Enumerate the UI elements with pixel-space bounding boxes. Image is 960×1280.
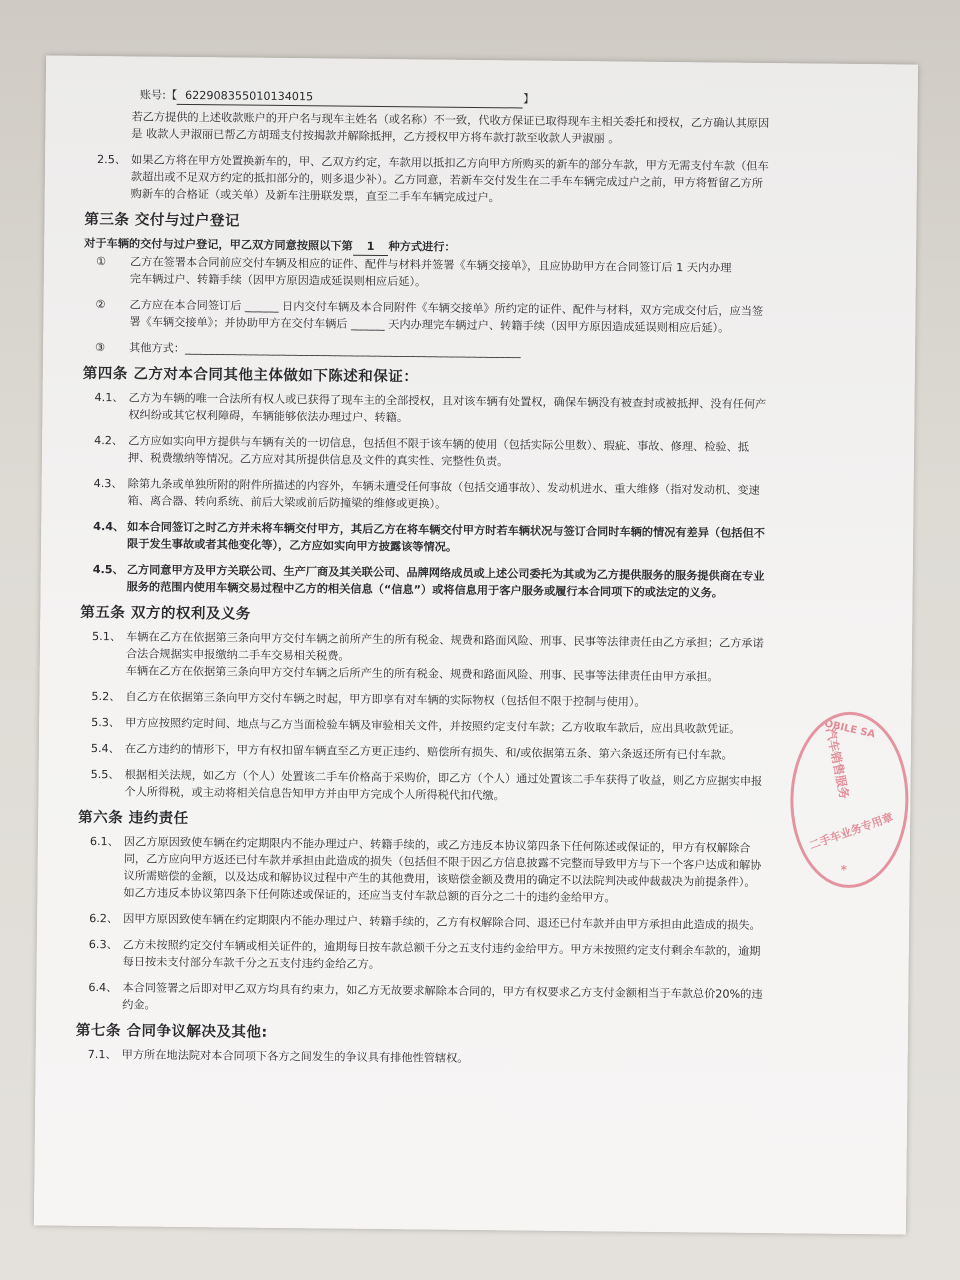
clause-number: 5.2、 bbox=[91, 689, 121, 704]
clause-item bbox=[79, 688, 859, 713]
clause-item bbox=[81, 518, 861, 560]
clause-2-5 bbox=[85, 151, 865, 210]
account-end: 】 bbox=[523, 92, 535, 106]
clause-line: 个人所得税，或主动将相关信息告知甲方并由甲方完成个人所得税代扣代缴。 bbox=[124, 785, 505, 803]
section-3-title: 第三条 交付与过户登记 bbox=[84, 211, 241, 230]
section-7-title: 第七条 合同争议解决及其他: bbox=[75, 1022, 268, 1041]
seal-text: 汽车销售服务 bbox=[823, 726, 852, 801]
clause-line: 车辆在乙方在依据第三条向甲方交付车辆之后所产生的所有税金、规费和路面风险、刑事、民事等法律责任由甲方承担。 bbox=[125, 664, 719, 684]
seal-star: * bbox=[840, 862, 848, 877]
clause-number: 4.2、 bbox=[94, 433, 124, 448]
clause-line: 如本合同签订之时乙方并未将车辆交付甲方，其后乙方在将车辆交付甲方时若车辆状况与签订合同时车辆的情况有差异（包括但不 bbox=[127, 520, 765, 541]
clause-number: 4.3、 bbox=[93, 476, 123, 491]
clause-line: 约金。 bbox=[122, 998, 156, 1012]
clause-line: 议所需赔偿的金额，以及达成和解协议过程中产生的其他费用，该赔偿金额及费用的确定不以法院判决或仲裁裁决为前提条件）。 bbox=[123, 869, 756, 889]
clause-line: 押、税费缴纳等情况。乙方应对其所提供信息及文件的真实性、完整性负责。 bbox=[127, 451, 509, 469]
clause-line: 署《车辆交接单》；并协助甲方在交付车辆后 ______ 天内办理完车辆过户、转籍手续（因甲方原因造成延误则相应后延）。 bbox=[129, 315, 730, 335]
account-label: 账号:【 bbox=[139, 88, 178, 102]
lead-pre: 对于车辆的交付与过户登记，甲乙双方同意按照以下第 bbox=[84, 236, 353, 253]
clause-line: 在乙方违约的情形下，甲方有权扣留车辆直至乙方更正违约、赔偿所有损失、和/或依据第五条、第六条返还所有已付车款。 bbox=[124, 742, 733, 762]
clause-line: 乙方同意甲方及甲方关联公司、生产厂商及其关联公司、品牌网络成员或上述公司委托为其或为乙方提供服务的服务提供商在专业 bbox=[126, 563, 765, 584]
seal-text: MOBILE SA bbox=[813, 716, 877, 741]
clause-line: 乙方应在本合同签订后 ______ 日内交付车辆及本合同附件《车辆交接单》所约定的证件、配件与材料，双方完成交付后，应当签 bbox=[129, 298, 764, 318]
clause-line: 除第九条或单独所附的附件所描述的内容外，车辆未遭受任何事故（包括交通事故）、发动机进水、重大维修（指对发动机、变速 bbox=[127, 477, 760, 497]
clause-number: 6.4、 bbox=[88, 980, 118, 995]
clause-line: 因乙方原因致使车辆在约定期限内不能办理过户、转籍手续的，或乙方违反本协议第四条下任何陈述或保证的，甲方有权解除合 bbox=[123, 835, 751, 855]
clause-item bbox=[80, 628, 860, 687]
clause-line: 如果乙方将在甲方处置换新车的，甲、乙双方约定，车款用以抵扣乙方向甲方所购买的新车的部分车款，甲方无需支付车款（但车 bbox=[130, 153, 769, 174]
clause-number: 6.2、 bbox=[89, 911, 119, 926]
clause-line: 乙方未按照约定交付车辆或相关证件的，逾期每日按车款总额千分之五支付违约金给甲方。甲方未按照约定支付剩余车款的，逾期 bbox=[122, 938, 761, 958]
account-line bbox=[140, 86, 866, 112]
clause-line: 乙方为车辆的唯一合法所有权人或已获得了现车主的全部授权，且对该车辆有处置权，确保车辆没有被查封或被抵押、没有任何产 bbox=[128, 391, 767, 412]
clause-item bbox=[76, 979, 856, 1021]
clause-item bbox=[77, 833, 858, 909]
section-4-title: 第四条 乙方对本合同其他主体做如下陈述和保证： bbox=[82, 365, 419, 386]
clause-number: 5.4、 bbox=[90, 741, 120, 756]
clause-item bbox=[81, 561, 861, 603]
clause-item bbox=[78, 766, 858, 808]
clause-number: 4.5、 bbox=[92, 562, 124, 577]
clause-number: 4.1、 bbox=[94, 390, 124, 405]
company-seal bbox=[789, 711, 909, 888]
clause-number: 5.1、 bbox=[92, 629, 122, 644]
clause-line: 根据相关法规，如乙方（个人）处置该二手车价格高于采购价，即乙方（个人）通过处置该二手车获得了收益，则乙方应据实申报 bbox=[124, 768, 763, 789]
clause-item bbox=[79, 740, 859, 765]
section-5-title: 第五条 双方的权利及义务 bbox=[80, 604, 251, 623]
clause-line: 因甲方原因致使车辆在约定期限内不能办理过户、转籍手续的，乙方有权解除合同、退还已付车款并由甲方承担由此造成的损失。 bbox=[123, 912, 761, 932]
clause-number: 6.3、 bbox=[88, 937, 118, 952]
clause-item bbox=[79, 714, 859, 739]
clause-number: 6.1、 bbox=[89, 834, 119, 849]
section-5-items bbox=[78, 628, 860, 808]
lead-value: 1 bbox=[353, 238, 389, 256]
clause-line: 乙方在签署本合同前应交付车辆及相应的证件、配件与材料并签署《车辆交接单》，且应协助甲方在合同签订后 1 天内办理 bbox=[129, 255, 732, 275]
seal-text: 二手车业务专用章 bbox=[807, 810, 895, 853]
clause-line: 乙方应如实向甲方提供与车辆有关的一切信息，包括但不限于该车辆的使用（包括实际公里数）、瑕疵、事故、修理、检验、抵 bbox=[128, 434, 750, 454]
clause-item bbox=[82, 432, 862, 474]
clause-line: 箱、离合器、转向系统、前后大梁或前后防撞梁的维修或更换）。 bbox=[127, 494, 447, 511]
clause-line: 限于发生事故或者其他变化等），乙方应如实向甲方披露该等情况。 bbox=[126, 537, 458, 554]
clause-line: 车辆在乙方在依据第三条向甲方交付车辆之前所产生的所有税金、规费和路面风险、刑事、民事等法律责任由乙方承担；乙方承诺 bbox=[125, 630, 764, 651]
clause-number: ② bbox=[95, 297, 106, 312]
contract-content bbox=[76, 86, 866, 1080]
clause-line: 自乙方在依据第三条向甲方交付车辆之时起，甲方即享有对车辆的实际物权（包括但不限于控制与使用）。 bbox=[125, 690, 646, 709]
clause-line: 权纠纷或其它权利障碍，车辆能够依法办理过户、转籍。 bbox=[128, 408, 409, 425]
clause-line: 同，乙方应向甲方返还已付车款并承担由此造成的损失（包括但不限于因乙方信息披露不完整而导致甲方与下一个客户达成和解协 bbox=[123, 852, 762, 873]
clause-line: 购新车的合格证（或关单）及新车注册联发票，直至二手车车辆完成过户。 bbox=[130, 187, 500, 205]
clause-number: 2.5、 bbox=[96, 153, 127, 167]
clause-item bbox=[81, 475, 861, 517]
clause-line: 本合同签署之后即对甲乙双方均具有约束力，如乙方无故要求解除本合同的，甲方有权要求乙方支付金额相当于车款总价20%的违 bbox=[122, 981, 763, 1002]
clause-line: 甲方所在地法院对本合同项下各方之间发生的争议具有排他性管辖权。 bbox=[121, 1048, 469, 1065]
section-6-title: 第六条 违约责任 bbox=[78, 809, 189, 828]
section-3-items bbox=[83, 253, 864, 364]
clause-line: 如乙方违反本协议第四条下任何陈述或保证的，还应当支付车款总额的百分之二十的违约金给甲方。 bbox=[123, 886, 616, 905]
section-7-items bbox=[76, 1046, 856, 1071]
clause-item bbox=[77, 910, 857, 935]
clause-number: 4.4、 bbox=[93, 519, 125, 534]
clause-line: 每日按未支付部分车款千分之五支付违约金给乙方。 bbox=[122, 955, 381, 972]
intro-line: 若乙方提供的上述收款账户的开户名与现车主姓名（或名称）不一致，代收方保证已取得现车主相关委托和授权，乙方确认其原因 bbox=[131, 110, 770, 131]
clause-line: 甲方应按照约定时间、地点与乙方当面检验车辆及审验相关文件，并按照约定支付车款；乙方收取车款后，应出具收款凭证。 bbox=[125, 716, 741, 736]
clause-line: 服务的范围内使用车辆交易过程中乙方的相关信息（“信息”）或将信息用于客户服务或履行本合同项下的或法定的义务。 bbox=[126, 580, 724, 600]
clause-item bbox=[84, 253, 864, 295]
clause-line: 其他方式：____________________________________________________________ bbox=[129, 341, 521, 359]
clause-item bbox=[77, 936, 857, 978]
contract-page bbox=[34, 55, 918, 1234]
clause-line: 款超出或不足双方约定的抵扣部分的，则多退少补）。乙方同意，若新车交付发生在二手车车辆完成过户之前，甲方将暂留乙方所 bbox=[130, 170, 764, 190]
account-number: 622908355010134015 bbox=[177, 87, 523, 109]
clause-number: ① bbox=[95, 255, 107, 269]
clause-number: 5.3、 bbox=[91, 715, 121, 730]
lead-post: 种方式进行： bbox=[388, 240, 456, 254]
intro-block bbox=[85, 108, 865, 150]
clause-item bbox=[83, 339, 863, 364]
section-4-items bbox=[81, 389, 863, 603]
clause-item bbox=[76, 1046, 856, 1071]
clause-number: 7.1、 bbox=[87, 1047, 117, 1062]
clause-item bbox=[83, 296, 863, 338]
clause-number: 5.5、 bbox=[90, 767, 120, 782]
clause-number: ③ bbox=[95, 340, 106, 355]
section-6-items bbox=[76, 833, 858, 1021]
intro-line: 是 收款人尹淑丽已帮乙方胡瑶支付按揭款并解除抵押，乙方授权甲方将车款打款至收款人尹淑丽 。 bbox=[131, 127, 620, 146]
clause-item bbox=[82, 389, 862, 431]
clause-line: 完车辆过户、转籍手续（因甲方原因造成延误则相应后延）。 bbox=[129, 272, 427, 289]
clause-line: 合法合规据实申报缴纳二手车交易相关税费。 bbox=[125, 647, 350, 663]
